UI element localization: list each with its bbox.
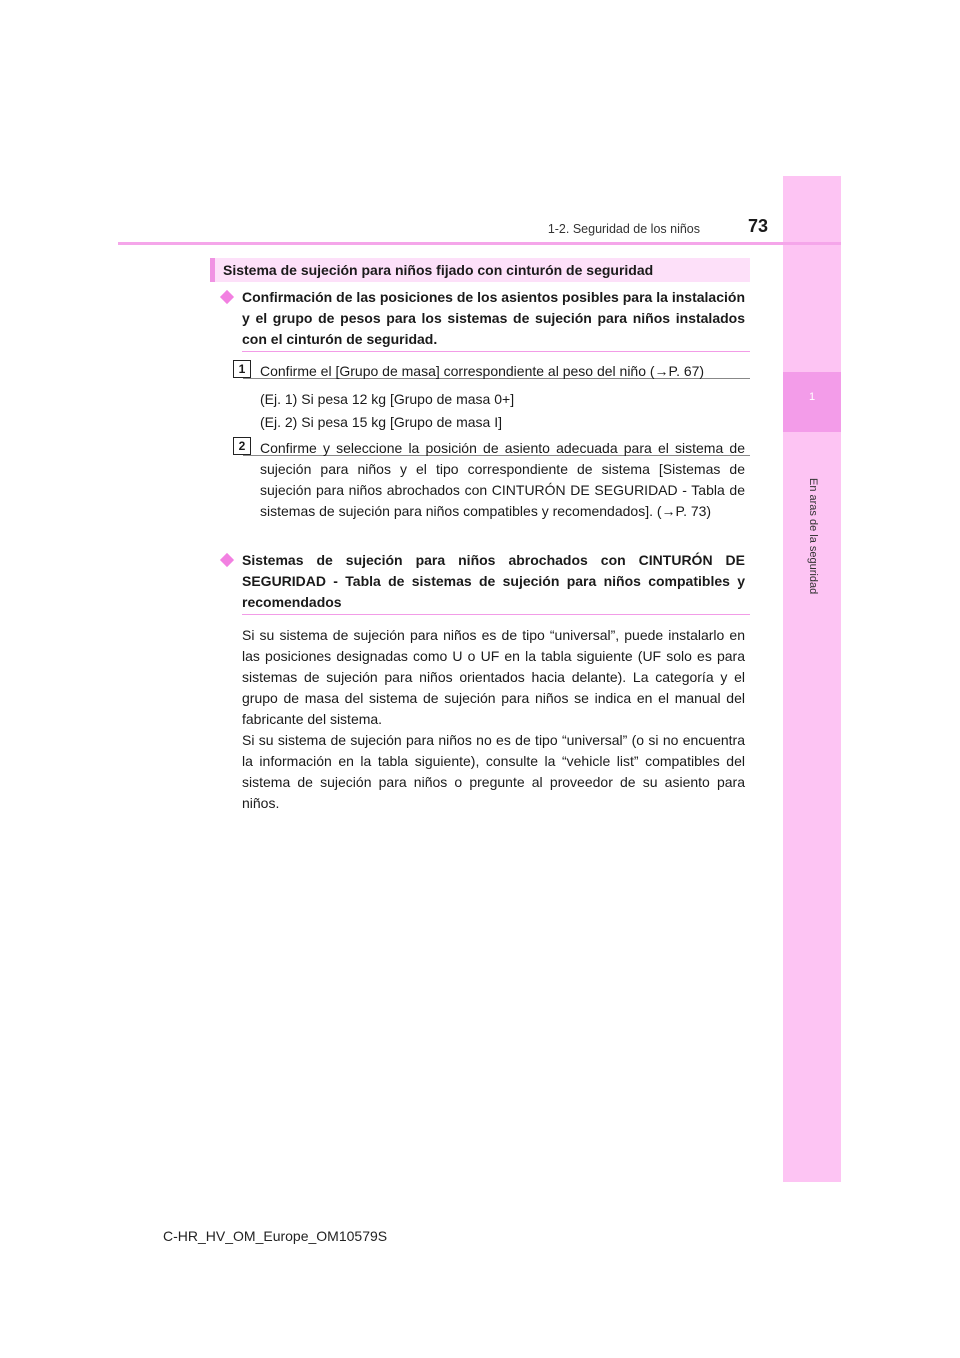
block1-rule <box>242 351 750 352</box>
chapter-side-tab <box>783 176 841 1182</box>
footer-doc-code: C-HR_HV_OM_Europe_OM10579S <box>163 1228 388 1244</box>
block2-paragraph-1: Si su sistema de sujeción para niños es de tipo “universal”, puede instalarlo en las posiciones designadas como U o UF en la tabla siguiente (UF solo es para sistemas de sujeción para niños orientados hacia delante). La categoría y el grupo de masa del sistema de sujeción para niños se indica en el manual del fabricante del sistema. <box>242 627 745 727</box>
chapter-label: En aras de la seguridad <box>807 478 819 595</box>
chapter-number: 1 <box>808 391 816 403</box>
step-1-marker: 1 <box>233 360 251 378</box>
block2-paragraph-2: Si su sistema de sujeción para niños no es de tipo “universal” (o si no encuentra la información en la tabla siguiente), consulte la “vehicle list” compatibles del sistema de sujeción para niños o pregunte al proveedor de su asiento para niños. <box>242 732 745 811</box>
box-title: Sistema de sujeción para niños fijado con cinturón de seguridad <box>210 258 750 282</box>
header-rule <box>118 242 841 245</box>
page-number: 73 <box>748 216 769 236</box>
step-2-text: Confirme y seleccione la posición de asiento adecuada para el sistema de sujeción para niños y el tipo correspondiente de sistema [Sistemas de sujeción para niños abrochados con CINTURÓN DE SEGURIDAD - Tabla de sistemas de sujeción para niños compatibles y recomendados]. (→P. 73) <box>260 440 745 519</box>
step-1-text: Confirme el [Grupo de masa] correspondiente al peso del niño (→P. 67) <box>260 363 705 379</box>
section-title: 1-2. Seguridad de los niños <box>547 222 700 236</box>
step-2-marker: 2 <box>233 437 251 455</box>
block1-heading: Confirmación de las posiciones de los asientos posibles para la instalación y el grupo de pesos para los sistemas de sujeción para niños instalados con el cinturón de seguridad. <box>242 289 745 347</box>
step-1-example-2: (Ej. 2) Si pesa 15 kg [Grupo de masa I] <box>260 414 503 430</box>
step-1-example-1: (Ej. 1) Si pesa 12 kg [Grupo de masa 0+] <box>260 391 515 407</box>
block2-rule <box>242 614 750 615</box>
diamond-bullet-icon <box>220 553 234 567</box>
diamond-bullet-icon <box>220 290 234 304</box>
block2-heading: Sistemas de sujeción para niños abrochados con CINTURÓN DE SEGURIDAD - Tabla de sistemas de sujeción para niños compatibles y recomendados <box>242 552 745 610</box>
